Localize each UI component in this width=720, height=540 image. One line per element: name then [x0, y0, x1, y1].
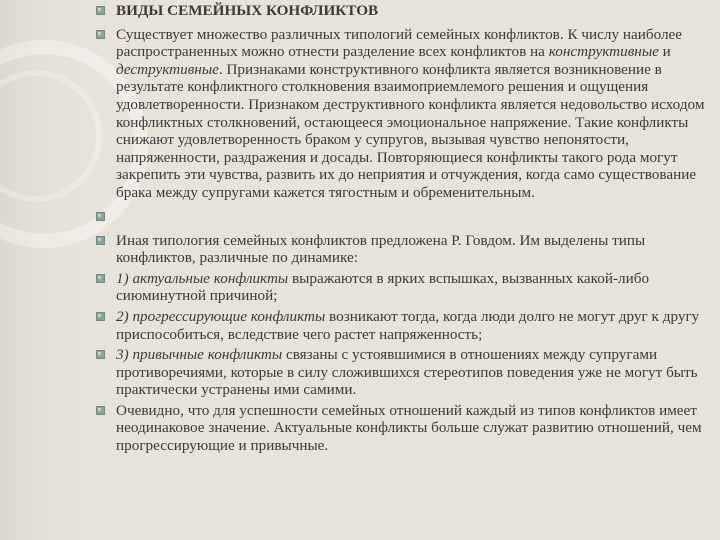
paragraph-text: . Признаками конструктивного конфликта является возникновение в результате конфликтного столкновения взаимоприемлемого решения и ощущения удовлетворенности. Признаком деструктивного конфликта является недовольство исходом конфликтных столкновений, остающееся эмоциональное напряжение. Такие конфликты снижают удовлетворенность браком у супругов, вызывая чувство непонятости, напряженности, раздражения и досады. Повторяющиеся конфликты такого рода могут закрепить эти чувства, развить их до неприятия и отчуждения, когда само существование брака между супругами кажется тягостным и обременительным. [116, 60, 705, 201]
bullet-icon [96, 212, 105, 221]
emphasis-text: 2) прогрессирующие конфликты [116, 307, 326, 325]
bullet-icon [96, 6, 105, 15]
paragraph-text: связаны с устоявшимися в отношениях между супругами противоречиями, которые в силу сложившихся стереотипов поведения уже не могут быть практически устранены ими самими. [116, 346, 698, 399]
bullet-icon [96, 406, 105, 415]
emphasis-text: 1) актуальные конфликты [116, 269, 289, 287]
emphasis-text: 3) привычные конфликты [116, 346, 283, 364]
emphasis-text: конструктивные [548, 43, 659, 61]
list-item-progressive-conflicts [96, 308, 716, 343]
paragraph-text: Очевидно, что для успешности семейных отношений каждый из типов конфликтов имеет неодинаковое значение. Актуальные конфликты больше служат развитию отношений, чем прогрессирующие и привычные. [116, 401, 702, 455]
paragraph-text: выражаются в ярких вспышках, вызванных какой-либо сиюминутной причиной; [116, 269, 650, 305]
list-item-paragraph-1 [96, 26, 716, 202]
bullet-icon [96, 350, 105, 359]
left-decoration-band [0, 0, 95, 540]
paragraph-text: и [658, 43, 671, 61]
bullet-icon [96, 30, 105, 39]
list-item-actual-conflicts [96, 270, 716, 305]
slide-content [96, 0, 716, 455]
list-item-title [96, 2, 716, 20]
paragraph-text: Существует множество различных типологий семейных конфликтов. К числу наиболее распространенных можно отнести разделение всех конфликтов на [116, 25, 683, 61]
list-item-paragraph-3 [96, 402, 716, 455]
slide-title: ВИДЫ СЕМЕЙНЫХ КОНФЛИКТОВ [116, 2, 379, 19]
list-item-habitual-conflicts [96, 346, 716, 399]
emphasis-text: деструктивные [116, 60, 219, 78]
decorative-inner-circle [0, 70, 102, 202]
paragraph-text: Иная типология семейных конфликтов предложена Р. Говдом. Им выделены типы конфликтов, различные по динамике: [116, 231, 646, 267]
bullet-icon [96, 312, 105, 321]
paragraph-text: возникают тогда, когда люди долго не могут друг к другу приспособиться, вследствие чего растет напряженность; [116, 307, 700, 343]
bullet-icon [96, 236, 105, 245]
list-item-empty [96, 208, 716, 226]
bullet-icon [96, 274, 105, 283]
list-item-paragraph-2 [96, 232, 716, 267]
